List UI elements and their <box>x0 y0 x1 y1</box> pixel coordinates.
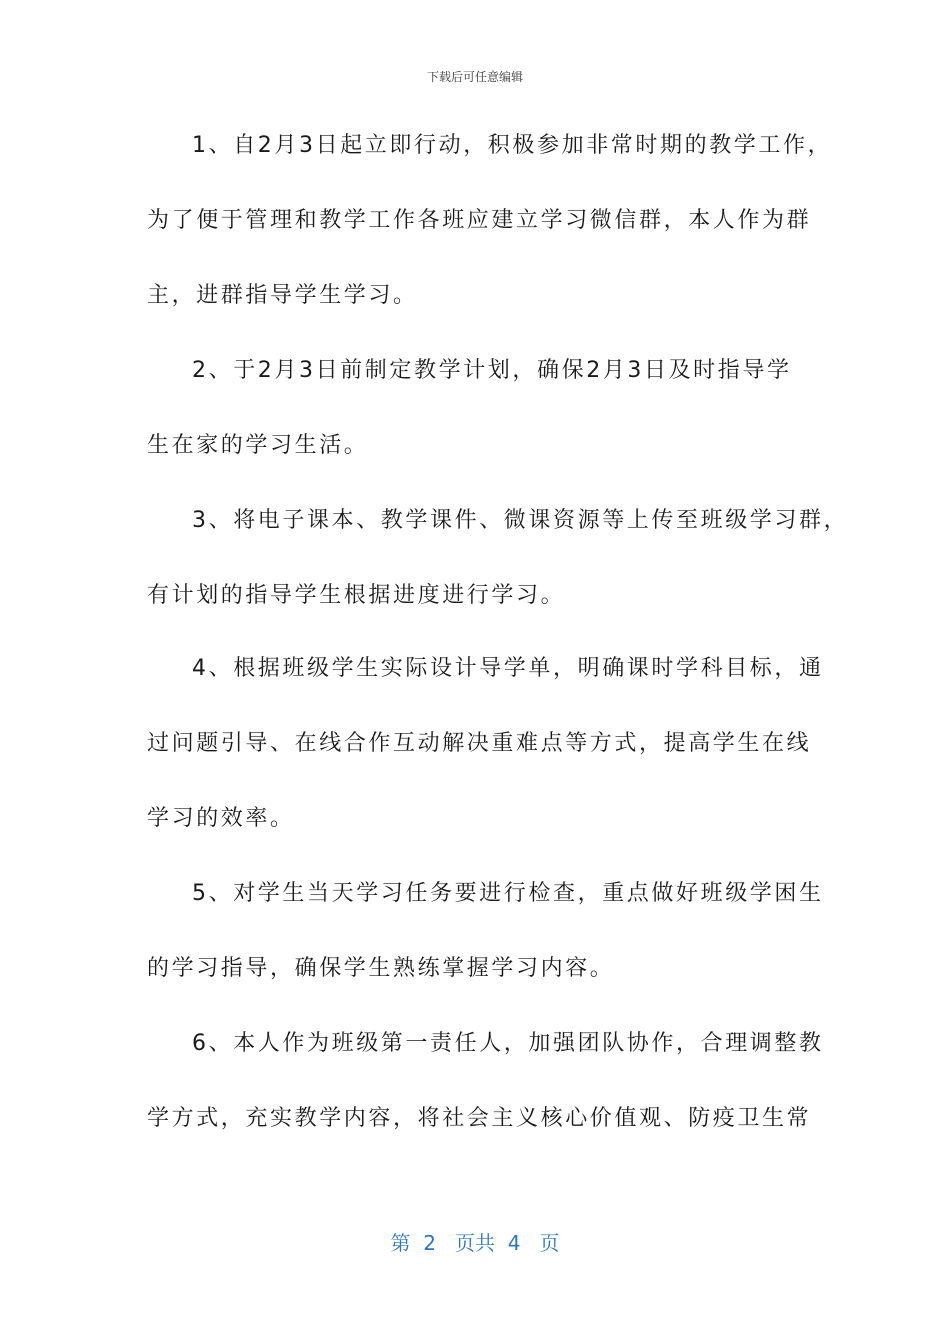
paragraph-3-line-1: 3、将电子课本、教学课件、微课资源等上传至班级学习群， <box>192 508 849 533</box>
header-note: 下载后可任意编辑 <box>426 70 523 84</box>
paragraph-4-line-1: 4、根据班级学生实际设计导学单，明确课时学科目标，通 <box>192 656 824 681</box>
paragraph-1-line-1: 1、自2月3日起立即行动，积极参加非常时期的教学工作， <box>192 133 833 158</box>
paragraph-1-line-3: 主，进群指导学生学习。 <box>147 283 418 308</box>
paragraph-6-line-2: 学方式，充实教学内容，将社会主义核心价值观、防疫卫生常 <box>147 1106 812 1131</box>
paragraph-4-line-2: 过问题引导、在线合作互动解决重难点等方式，提高学生在线 <box>147 731 812 756</box>
paragraph-2-line-1: 2、于2月3日前制定教学计划，确保2月3日及时指导学 <box>192 358 792 383</box>
page-number-footer: 第 2 页共 4 页 <box>390 1231 560 1255</box>
paragraph-2-line-2: 生在家的学习生活。 <box>147 433 369 458</box>
paragraph-6-line-1: 6、本人作为班级第一责任人，加强团队协作，合理调整教 <box>192 1031 824 1056</box>
paragraph-1-line-2: 为了便于管理和教学工作各班应建立学习微信群，本人作为群 <box>147 208 812 233</box>
paragraph-5-line-2: 的学习指导，确保学生熟练掌握学习内容。 <box>147 956 615 981</box>
paragraph-3-line-2: 有计划的指导学生根据进度进行学习。 <box>147 583 566 608</box>
paragraph-4-line-3: 学习的效率。 <box>147 806 295 831</box>
paragraph-5-line-1: 5、对学生当天学习任务要进行检查，重点做好班级学困生 <box>192 881 824 906</box>
